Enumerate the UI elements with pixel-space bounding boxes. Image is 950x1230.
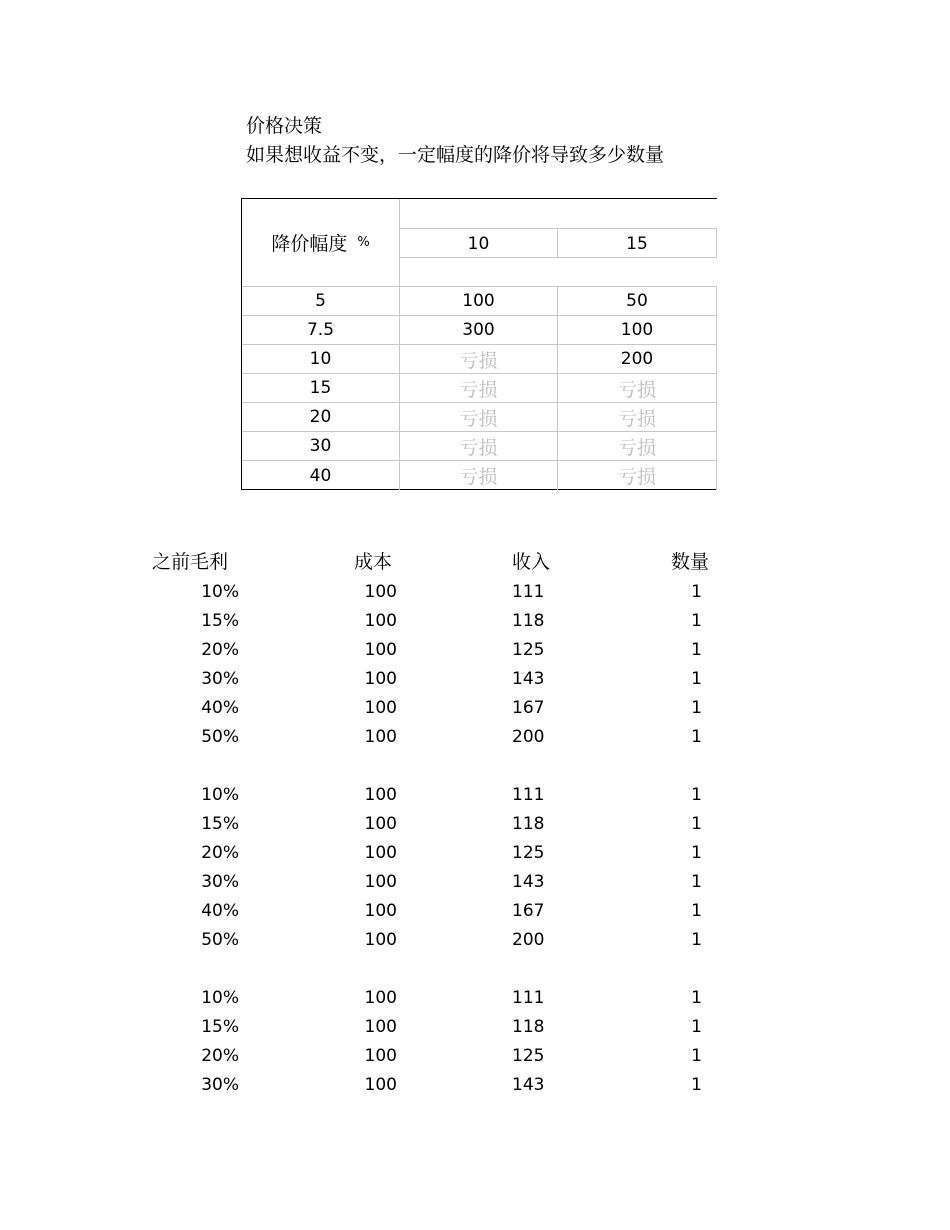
- previous-margin-cell: 10%: [201, 988, 239, 1008]
- cost-cell: 100: [364, 582, 397, 602]
- revenue-cell: 143: [512, 872, 545, 892]
- cost-cell: 100: [364, 930, 397, 950]
- revenue-cell: 118: [512, 611, 545, 631]
- revenue-cell: 111: [512, 582, 545, 602]
- discount-table-body: [242, 287, 717, 490]
- quantity-cell: 1: [691, 698, 702, 718]
- discount-rate-cell: 30: [242, 432, 400, 460]
- quantity-cell: 1: [691, 582, 702, 602]
- quantity-cell: 1: [691, 930, 702, 950]
- quantity-cell: 1: [691, 611, 702, 631]
- margin-table-row: [0, 577, 950, 606]
- revenue-cell: 125: [512, 843, 545, 863]
- group-spacer: [0, 751, 950, 780]
- loss-cell: 亏损: [558, 374, 717, 402]
- quantity-increase-cell: 300: [400, 316, 558, 344]
- previous-margin-cell: 30%: [201, 1075, 239, 1095]
- loss-cell: 亏损: [400, 432, 558, 460]
- previous-margin-cell: 30%: [201, 872, 239, 892]
- margin-table-row: [0, 925, 950, 954]
- cost-cell: 100: [364, 872, 397, 892]
- previous-margin-cell: 50%: [201, 727, 239, 747]
- discount-table-row: [242, 374, 717, 403]
- header-cost: 成本: [354, 551, 393, 573]
- discount-column-header: 15: [558, 229, 717, 258]
- previous-margin-cell: 30%: [201, 669, 239, 689]
- quantity-cell: 1: [691, 669, 702, 689]
- quantity-cell: 1: [691, 727, 702, 747]
- loss-cell: 亏损: [400, 403, 558, 431]
- cost-cell: 100: [364, 640, 397, 660]
- quantity-cell: 1: [691, 901, 702, 921]
- discount-table: [241, 198, 717, 490]
- revenue-cell: 143: [512, 669, 545, 689]
- margin-table-row: [0, 1012, 950, 1041]
- quantity-cell: 1: [691, 1075, 702, 1095]
- margin-table-row: [0, 867, 950, 896]
- margin-table-row: [0, 1070, 950, 1099]
- revenue-cell: 200: [512, 930, 545, 950]
- cost-cell: 100: [364, 785, 397, 805]
- margin-table-row: [0, 780, 950, 809]
- discount-rate-cell: 40: [242, 461, 400, 490]
- discount-table-row: [242, 432, 717, 461]
- discount-table-row: [242, 316, 717, 345]
- discount-table-row: [242, 287, 717, 316]
- header-previous-margin: 之前毛利: [152, 551, 229, 573]
- revenue-cell: 125: [512, 640, 545, 660]
- previous-margin-cell: 50%: [201, 930, 239, 950]
- discount-table-row: [242, 461, 717, 490]
- page-subtitle: 如果想收益不变，一定幅度的降价将导致多少数量: [246, 144, 665, 166]
- revenue-cell: 167: [512, 698, 545, 718]
- discount-column-header: 10: [400, 229, 558, 258]
- margin-table-body: [0, 577, 950, 1099]
- previous-margin-cell: 40%: [201, 901, 239, 921]
- quantity-cell: 1: [691, 872, 702, 892]
- discount-column-headers: [400, 229, 717, 258]
- discount-header-band-bottom: [400, 258, 717, 287]
- header-quantity: 数量: [671, 551, 710, 573]
- margin-table-row: [0, 606, 950, 635]
- margin-table-row: [0, 983, 950, 1012]
- revenue-cell: 118: [512, 814, 545, 834]
- quantity-increase-cell: 100: [558, 316, 717, 344]
- quantity-cell: 1: [691, 814, 702, 834]
- loss-cell: 亏损: [558, 461, 717, 490]
- quantity-cell: 1: [691, 988, 702, 1008]
- discount-rate-cell: 20: [242, 403, 400, 431]
- quantity-increase-cell: 200: [558, 345, 717, 373]
- header-revenue: 收入: [512, 551, 551, 573]
- margin-table-row: [0, 838, 950, 867]
- quantity-cell: 1: [691, 1046, 702, 1066]
- quantity-cell: 1: [691, 785, 702, 805]
- loss-cell: 亏损: [400, 374, 558, 402]
- cost-cell: 100: [364, 901, 397, 921]
- discount-table-row: [242, 345, 717, 374]
- cost-cell: 100: [364, 1046, 397, 1066]
- margin-table-row: [0, 722, 950, 751]
- previous-margin-cell: 20%: [201, 640, 239, 660]
- margin-table-row: [0, 664, 950, 693]
- quantity-cell: 1: [691, 640, 702, 660]
- page-title: 价格决策: [246, 115, 323, 137]
- cost-cell: 100: [364, 1075, 397, 1095]
- revenue-cell: 111: [512, 785, 545, 805]
- cost-cell: 100: [364, 843, 397, 863]
- loss-cell: 亏损: [400, 345, 558, 373]
- revenue-cell: 200: [512, 727, 545, 747]
- revenue-cell: 143: [512, 1075, 545, 1095]
- quantity-cell: 1: [691, 843, 702, 863]
- quantity-increase-cell: 50: [558, 287, 717, 315]
- quantity-cell: 1: [691, 1017, 702, 1037]
- previous-margin-cell: 15%: [201, 611, 239, 631]
- discount-rate-cell: 15: [242, 374, 400, 402]
- previous-margin-cell: 10%: [201, 785, 239, 805]
- discount-rate-cell: 10: [242, 345, 400, 373]
- discount-row-header-label: 降价幅度: [271, 233, 348, 255]
- previous-margin-cell: 10%: [201, 582, 239, 602]
- cost-cell: 100: [364, 1017, 397, 1037]
- loss-cell: 亏损: [558, 403, 717, 431]
- revenue-cell: 118: [512, 1017, 545, 1037]
- quantity-increase-cell: 100: [400, 287, 558, 315]
- previous-margin-cell: 20%: [201, 843, 239, 863]
- discount-rate-cell: 5: [242, 287, 400, 315]
- group-spacer: [0, 954, 950, 983]
- cost-cell: 100: [364, 727, 397, 747]
- previous-margin-cell: 15%: [201, 814, 239, 834]
- loss-cell: 亏损: [400, 461, 558, 490]
- revenue-cell: 125: [512, 1046, 545, 1066]
- discount-row-header-unit: %: [357, 235, 370, 250]
- discount-row-header: [242, 199, 400, 287]
- previous-margin-cell: 40%: [201, 698, 239, 718]
- margin-table-row: [0, 1041, 950, 1070]
- margin-table-row: [0, 896, 950, 925]
- discount-header-band-top: [400, 199, 717, 229]
- discount-table-row: [242, 403, 717, 432]
- margin-table-row: [0, 693, 950, 722]
- cost-cell: 100: [364, 611, 397, 631]
- cost-cell: 100: [364, 988, 397, 1008]
- cost-cell: 100: [364, 669, 397, 689]
- discount-rate-cell: 7.5: [242, 316, 400, 344]
- margin-table-row: [0, 809, 950, 838]
- revenue-cell: 167: [512, 901, 545, 921]
- previous-margin-cell: 15%: [201, 1017, 239, 1037]
- loss-cell: 亏损: [558, 432, 717, 460]
- cost-cell: 100: [364, 814, 397, 834]
- margin-table-row: [0, 635, 950, 664]
- cost-cell: 100: [364, 698, 397, 718]
- previous-margin-cell: 20%: [201, 1046, 239, 1066]
- revenue-cell: 111: [512, 988, 545, 1008]
